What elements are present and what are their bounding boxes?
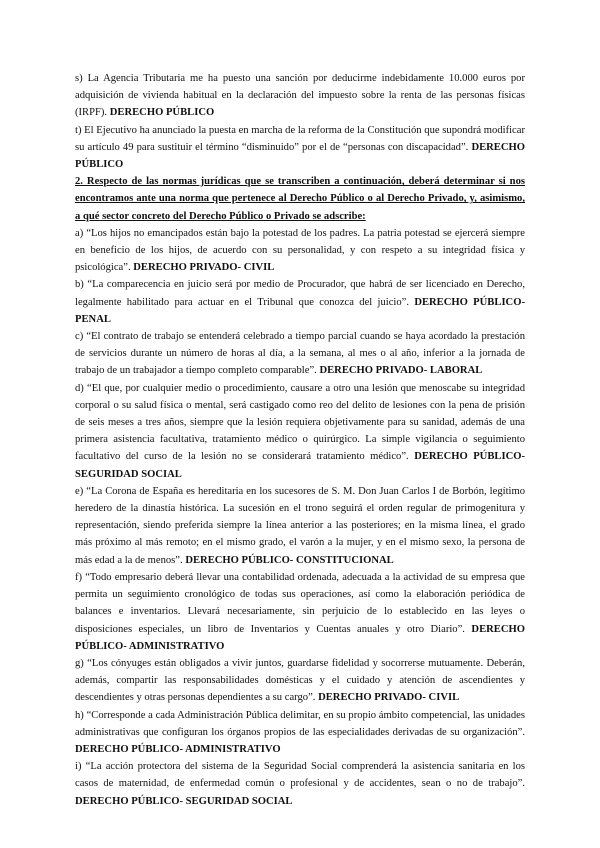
norm-text: e) “La Corona de España es hereditaria en los sucesores de S. M. Don Juan Carlos I de Borbón, legítimo heredero de la dinastía histórica. La sucesión en el trono seguirá el orden regular de primogenitura y representación, siendo preferida siempre la línea anterior a las posteriores; en la misma línea, el grado más próximo al más remoto; en el mismo grado, el varón a la mujer, y en el mismo sexo, la persona de más edad a la de menos”. — [75, 485, 525, 566]
norm-text: f) “Todo empresario deberá llevar una contabilidad ordenada, adecuada a la actividad de su empresa que permita un seguimiento cronológico de todas sus operaciones, así como la elaboración periódica de balances e inventarios. Llevará necesariamente, sin perjuicio de lo establecido en las leyes o disposiciones especiales, un libro de Inventarios y Cuentas anuales y otro Diario”. — [75, 571, 525, 635]
norm-text: h) “Corresponde a cada Administración Pública delimitar, en su propio ámbito competencial, las unidades administrativas que configuran los órganos propios de las especialidades derivadas de su organización”. — [75, 709, 525, 738]
norm-c — [75, 328, 525, 380]
norm-answer: DERECHO PRIVADO- LABORAL — [319, 365, 483, 377]
norm-text: c) “El contrato de trabajo se entenderá celebrado a tiempo parcial cuando se haya acordado la prestación de servicios durante un número de horas al día, a la semana, al mes o al año, inferior a la jornada de trabajo de un trabajador a tiempo completo comparable”. — [75, 331, 525, 377]
norm-a — [75, 225, 525, 277]
norm-i — [75, 758, 525, 810]
item-answer: DERECHO PÚBLICO — [75, 141, 526, 171]
item-answer: DERECHO PÚBLICO — [109, 107, 215, 119]
norm-text: b) “La comparecencia en juicio será por medio de Procurador, que habrá de ser licenciado en Derecho, legalmente habilitado para actuar en el Tribunal que conozca del juicio”. — [75, 279, 525, 308]
norm-answer: DERECHO PÚBLICO- SEGURIDAD SOCIAL — [75, 795, 293, 807]
norm-text: i) “La acción protectora del sistema de la Seguridad Social comprenderá la asistencia sanitaria en los casos de maternidad, de enfermedad común o profesional y de accidentes, sean o no de trabajo”. — [75, 761, 525, 790]
norm-g — [75, 655, 525, 707]
item-t — [75, 122, 525, 174]
section-heading: 2. Respecto de las normas jurídicas que se transcriben a continuación, deberá determinar si nos encontramos ante una norma que pertenece al Derecho Público o al Derecho Privado, y, asimismo, a qué sector concreto del Derecho Público o Privado se adscribe: — [75, 176, 525, 222]
item-text: t) El Ejecutivo ha anunciado la puesta en marcha de la reforma de la Constitución que supondrá modificar su artículo 49 para sustituir el término “disminuido” por el de “personas con discapacidad”. — [75, 124, 525, 153]
norm-h — [75, 707, 525, 759]
document-page — [75, 70, 525, 810]
norm-answer: DERECHO PÚBLICO- SEGURIDAD SOCIAL — [75, 451, 526, 480]
norm-e — [75, 483, 525, 569]
norm-answer: DERECHO PÚBLICO- PENAL — [75, 296, 525, 325]
norm-f — [75, 569, 525, 655]
norm-d — [75, 380, 525, 483]
norm-answer: DERECHO PÚBLICO- ADMINISTRATIVO — [75, 623, 525, 652]
norm-answer: DERECHO PÚBLICO- ADMINISTRATIVO — [75, 743, 281, 755]
norm-answer: DERECHO PRIVADO- CIVIL — [318, 692, 460, 704]
norm-text: a) “Los hijos no emancipados están bajo la potestad de los padres. La patria potestad se ejercerá siempre en beneficio de los hijos, de acuerdo con su personalidad, y con respeto a su integridad física y psicológica”. — [75, 227, 525, 274]
item-text: s) La Agencia Tributaria me ha puesto una sanción por deducirme indebidamente 10.000 euros por adquisición de vivienda habitual en la declaración del impuesto sobre la renta de las personas físicas (IRPF). — [75, 73, 525, 119]
norm-b — [75, 276, 525, 328]
norm-answer: DERECHO PÚBLICO- CONSTITUCIONAL — [185, 554, 394, 566]
norm-text: d) “El que, por cualquier medio o procedimiento, causare a otro una lesión que menoscabe su integridad corporal o su salud física o mental, será castigado como reo del delito de lesiones con la pena de prisión de seis meses a tres años, siempre que la lesión requiera objetivamente para su sanidad, además de una primera asistencia facultativa, tratamiento médico o quirúrgico. La simple vigilancia o seguimiento facultativo del curso de la lesión no se considerará tratamiento médico”. — [75, 382, 525, 463]
norm-answer: DERECHO PRIVADO- CIVIL — [133, 262, 275, 274]
norm-text: g) “Los cónyuges están obligados a vivir juntos, guardarse fidelidad y socorrerse mutuamente. Deberán, además, compartir las responsabilidades domésticas y el cuidado y atención de ascendientes y descendientes y otras personas dependientes a su cargo”. — [75, 657, 525, 704]
item-s — [75, 70, 525, 122]
